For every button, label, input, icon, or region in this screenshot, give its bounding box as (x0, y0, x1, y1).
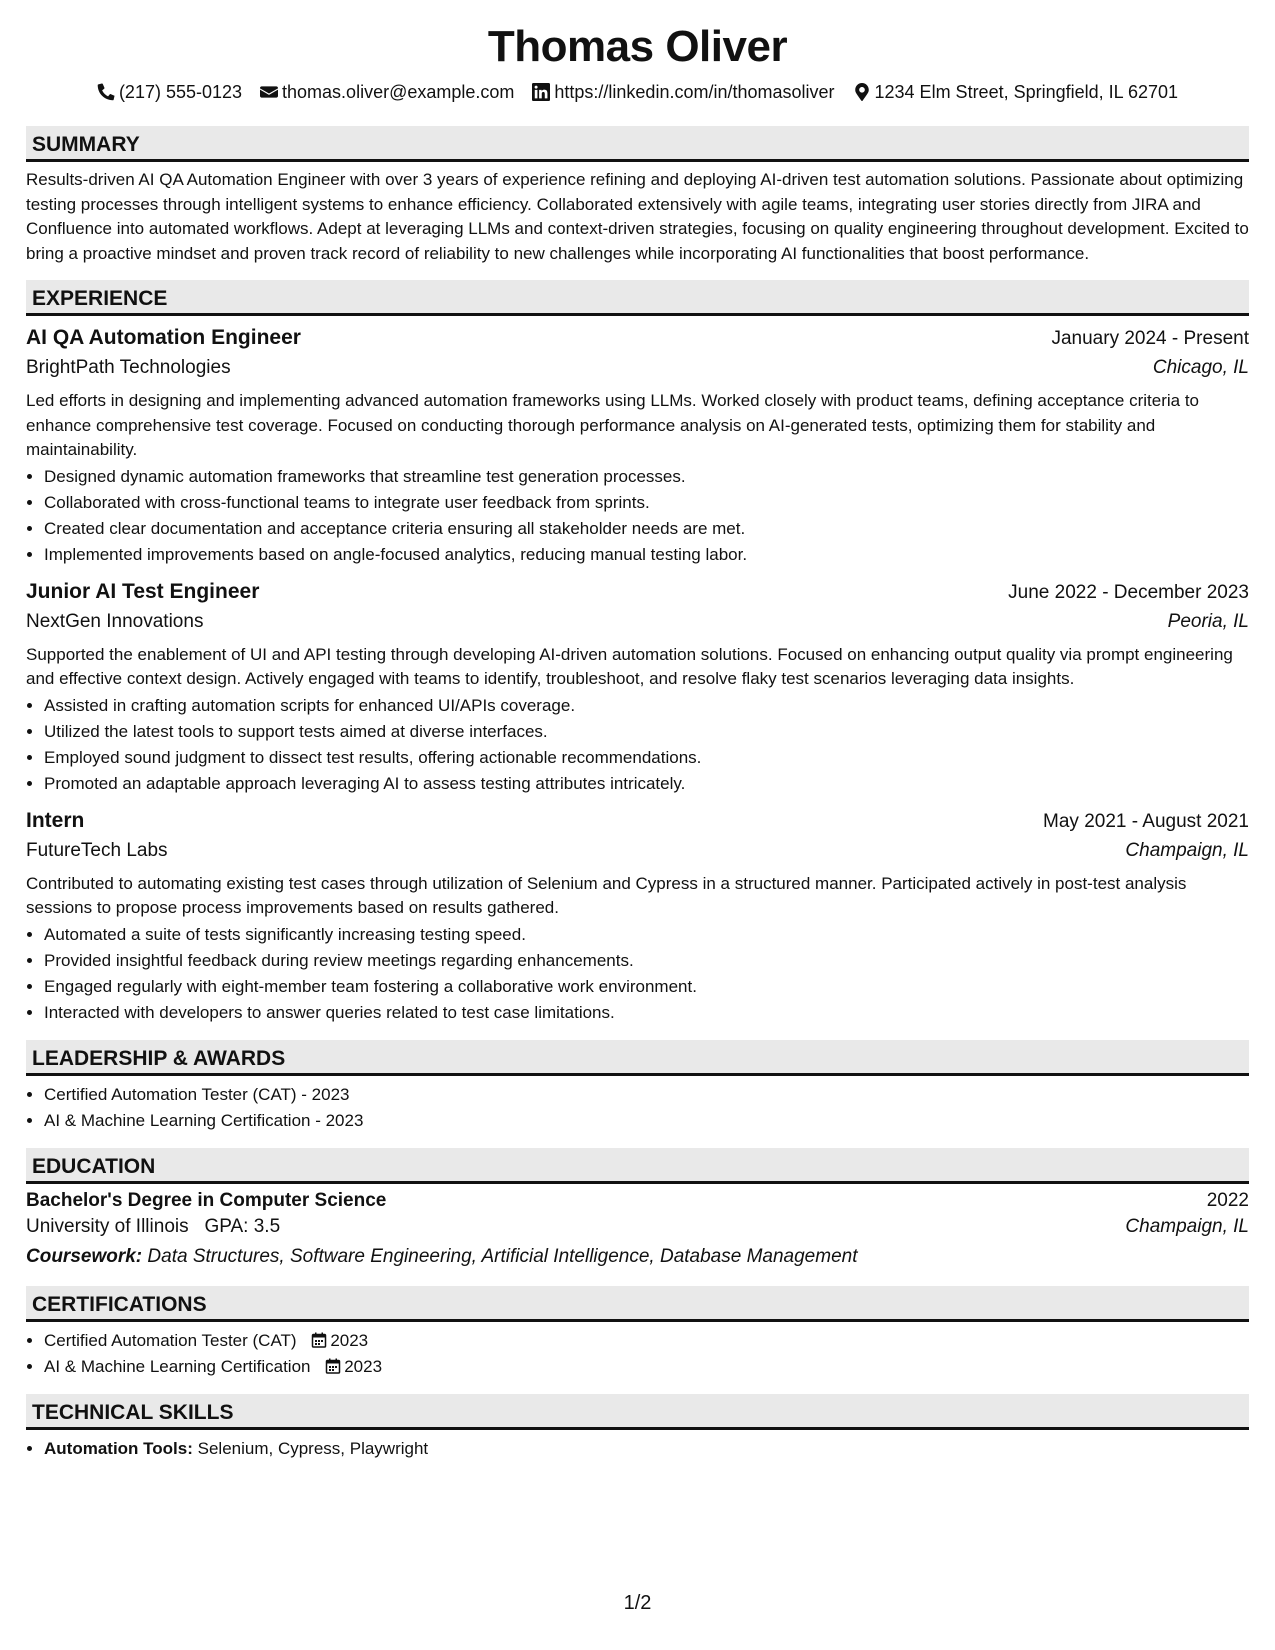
email-text: thomas.oliver@example.com (282, 81, 515, 102)
certification-year: 2023 (330, 1330, 369, 1350)
job-title: AI QA Automation Engineer (26, 326, 301, 349)
certifications-heading: CERTIFICATIONS (26, 1286, 1249, 1322)
job-company: BrightPath Technologies (26, 357, 231, 378)
list-item (44, 1354, 1249, 1380)
calendar-icon (325, 1358, 341, 1374)
skill-category-value: Selenium, Cypress, Playwright (197, 1438, 429, 1458)
summary-text: Results-driven AI QA Automation Engineer with over 3 years of experience refining and deploying AI-driven test automation solutions. Passionate about optimizing testing processes through intelligent systems to enhance efficiency. Collaborated extensively with agile teams, integrating user stories directly from JIRA and Confluence into automated workflows. Adept at leveraging LLMs and context-driven strategies, focusing on quality engineering throughout development. Excited to bring a proactive mindset and proven track record of reliability to new challenges while incorporating AI functionalities that boost performance. (26, 170, 1249, 263)
job-description: Supported the enablement of UI and API testing through developing AI-driven automation solutions. Focused on enhancing output quality via prompt engineering and effective context design. Actively engaged with teams to identify, troubleshoot, and resolve flaky test scenarios leveraging data insights. (26, 644, 1233, 688)
phone-text: (217) 555-0123 (118, 81, 243, 102)
gpa-text: GPA: 3.5 (204, 1215, 281, 1237)
skills-heading: TECHNICAL SKILLS (26, 1394, 1249, 1430)
list-item (44, 1328, 1249, 1354)
list-item: • Employed sound judgment to dissect test results, offering actionable recommendations. (44, 745, 1249, 771)
leadership-list (26, 1082, 1249, 1134)
degree-title: Bachelor's Degree in Computer Science (26, 1189, 387, 1211)
list-item: • AI & Machine Learning Certification - 2023 (44, 1108, 1249, 1134)
list-item: • Designed dynamic automation frameworks that streamline test generation processes. (44, 464, 1249, 490)
certification-year: 2023 (344, 1356, 383, 1376)
job-dates: January 2024 - Present (1051, 328, 1249, 349)
candidate-name: Thomas Oliver (487, 22, 788, 71)
coursework-label: Coursework: (26, 1245, 143, 1267)
linkedin-icon (532, 83, 550, 101)
skill-category-label: Automation Tools: (44, 1438, 193, 1458)
list-item: • Assisted in crafting automation scripts for enhanced UI/APIs coverage. (44, 693, 1249, 719)
list-item: • Provided insightful feedback during review meetings regarding enhancements. (44, 948, 1249, 974)
phone-icon (97, 83, 115, 101)
job-entry (26, 322, 1249, 568)
job-entry (26, 576, 1249, 797)
school-location: Champaign, IL (1125, 1215, 1249, 1237)
certification-name: Certified Automation Tester (CAT) (44, 1330, 297, 1350)
leadership-heading: LEADERSHIP & AWARDS (26, 1040, 1249, 1076)
job-location: Chicago, IL (1152, 357, 1249, 378)
job-description: Led efforts in designing and implementing advanced automation frameworks using LLMs. Worked closely with product teams, defining acceptance criteria to enhance comprehensive test coverage. Focused on conducting thorough performance analysis on AI-generated tests, optimizing them for stability and maintainability. (26, 391, 1199, 459)
address-text: 1234 Elm Street, Springfield, IL 62701 (874, 81, 1179, 102)
list-item: • Certified Automation Tester (CAT) - 2023 (44, 1082, 1249, 1108)
education-heading: EDUCATION (26, 1148, 1249, 1184)
list-item: • Interacted with developers to answer queries related to test case limitations. (44, 1000, 1249, 1026)
job-location: Champaign, IL (1125, 839, 1249, 861)
contact-linkedin[interactable] (532, 82, 834, 103)
job-company: FutureTech Labs (26, 839, 168, 861)
job-bullets (26, 464, 1249, 568)
list-item: • Utilized the latest tools to support tests aimed at diverse interfaces. (44, 719, 1249, 745)
job-dates: May 2021 - August 2021 (1043, 810, 1249, 832)
job-description: Contributed to automating existing test cases through utilization of Selenium and Cypress in a structured manner. Participated actively in post-test analysis sessions to propose process improvements based on results gathered. (26, 873, 1187, 917)
graduation-year: 2022 (1206, 1189, 1249, 1211)
school-name: University of Illinois (26, 1215, 189, 1237)
list-item: • Collaborated with cross-functional teams to integrate user feedback from sprints. (44, 490, 1249, 516)
job-entry (26, 805, 1249, 1026)
calendar-icon (311, 1332, 327, 1348)
linkedin-text: https://linkedin.com/in/thomasoliver (554, 81, 835, 102)
coursework-line (26, 1242, 1249, 1272)
contact-address (853, 82, 1179, 103)
contact-bar (26, 78, 1249, 106)
list-item: • Promoted an adaptable approach leveraging AI to assess testing attributes intricately. (44, 771, 1249, 797)
job-title: Junior AI Test Engineer (26, 579, 260, 603)
envelope-icon (260, 83, 278, 101)
job-bullets (26, 922, 1249, 1026)
certifications-list (26, 1328, 1249, 1380)
page-indicator: 1/2 (623, 1592, 652, 1614)
map-pin-icon (853, 83, 871, 101)
list-item: • Engaged regularly with eight-member team fostering a collaborative work environment. (44, 974, 1249, 1000)
contact-phone[interactable] (97, 82, 242, 103)
certification-name: AI & Machine Learning Certification (44, 1356, 311, 1376)
job-dates: June 2022 - December 2023 (1008, 581, 1249, 603)
job-location: Peoria, IL (1167, 610, 1249, 632)
summary-heading: SUMMARY (26, 126, 1249, 162)
resume-page (26, 18, 1249, 1462)
contact-email[interactable] (260, 82, 514, 103)
experience-heading: EXPERIENCE (26, 280, 1249, 316)
list-item: • Created clear documentation and acceptance criteria ensuring all stakeholder needs are met. (44, 516, 1249, 542)
education-entry (26, 1190, 1249, 1272)
job-company: NextGen Innovations (26, 610, 204, 632)
coursework-text: Data Structures, Software Engineering, Artificial Intelligence, Database Management (147, 1245, 858, 1267)
list-item: • Implemented improvements based on angle-focused analytics, reducing manual testing labor. (44, 542, 1249, 568)
skills-list (26, 1436, 1249, 1462)
job-title: Intern (26, 808, 85, 832)
job-bullets (26, 693, 1249, 797)
list-item (44, 1436, 1249, 1462)
list-item: • Automated a suite of tests significantly increasing testing speed. (44, 922, 1249, 948)
